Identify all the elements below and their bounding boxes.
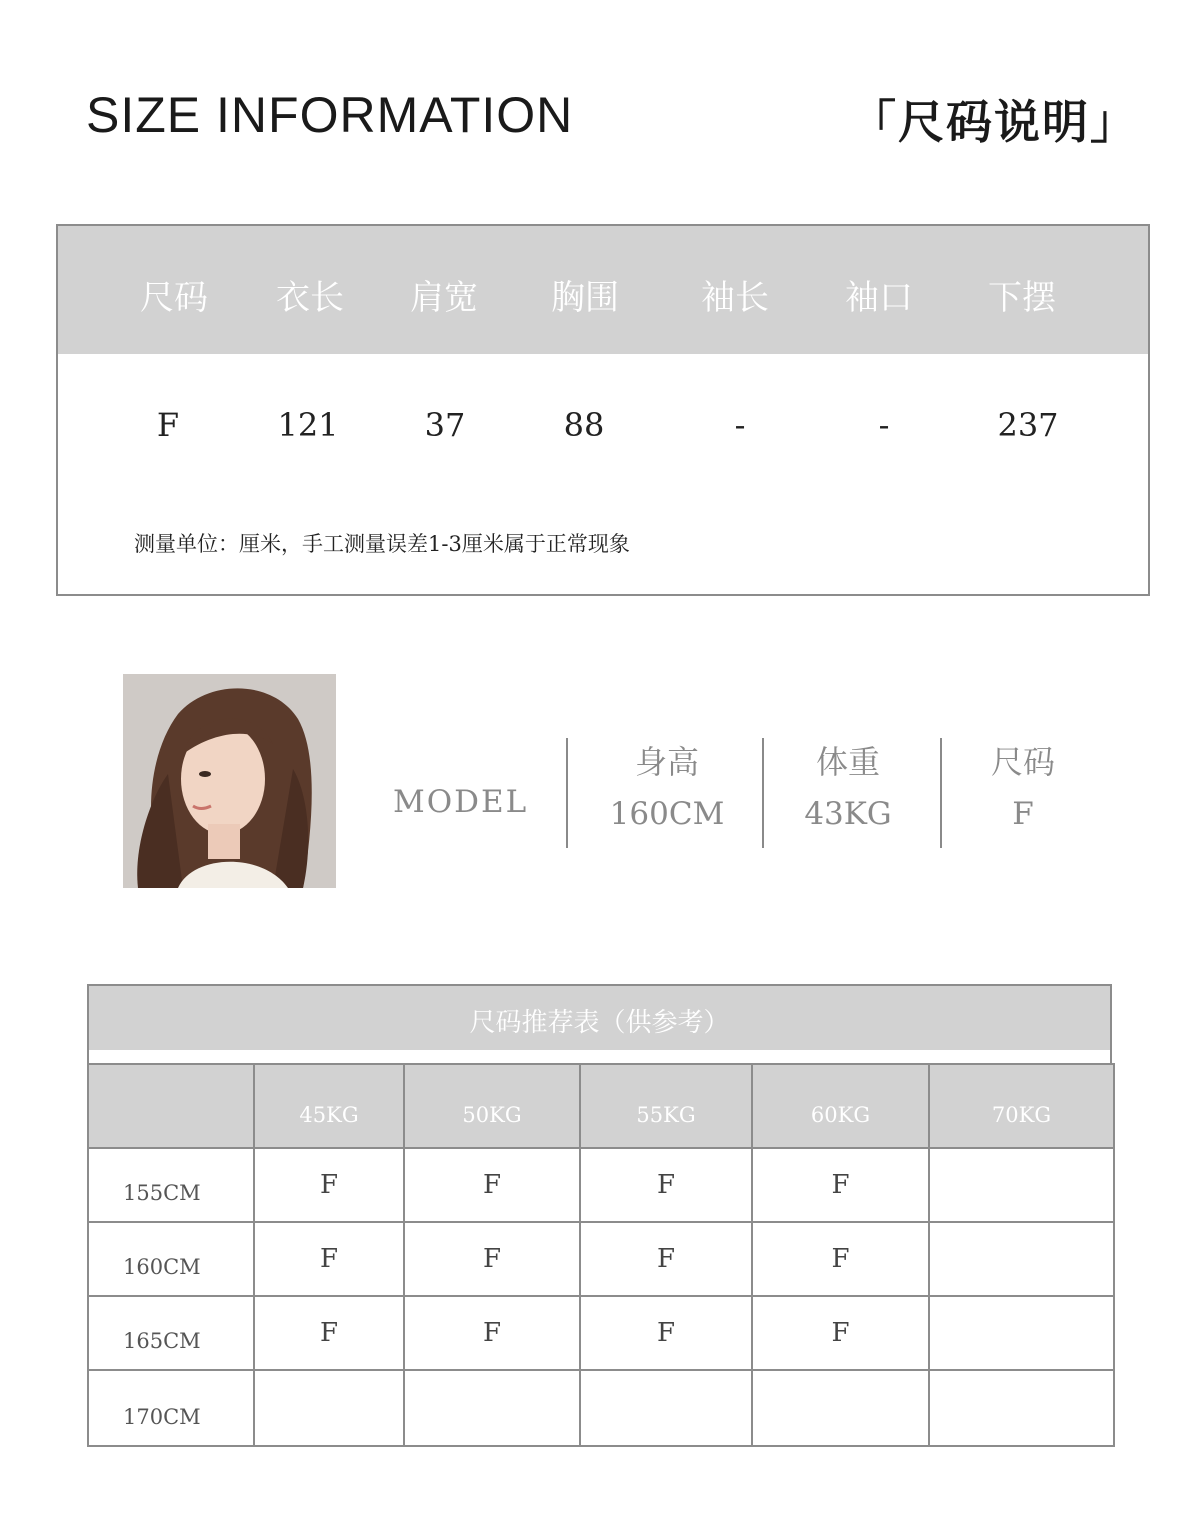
- value-length: 121: [277, 406, 339, 444]
- height-header: 170CM: [88, 1370, 254, 1446]
- table-row: [88, 1370, 1114, 1446]
- model-height-label: 身高: [634, 743, 700, 781]
- weight-header: 45KG: [254, 1064, 404, 1148]
- height-header: 165CM: [88, 1296, 254, 1370]
- model-weight: [804, 742, 891, 834]
- value-sleeve-length: -: [734, 406, 746, 444]
- size-cell: F: [404, 1222, 580, 1296]
- size-cell: F: [580, 1222, 752, 1296]
- size-cell: F: [580, 1148, 752, 1222]
- weight-header: 70KG: [929, 1064, 1114, 1148]
- value-size: F: [156, 406, 180, 444]
- size-cell: F: [404, 1148, 580, 1222]
- recommend-table: [87, 1063, 1115, 1447]
- page-title-en: SIZE INFORMATION: [86, 87, 574, 143]
- model-size-value: F: [1012, 796, 1034, 832]
- table-row: [88, 1148, 1114, 1222]
- model-size-label: 尺码: [990, 743, 1056, 781]
- column-header-length: 衣长: [276, 278, 344, 318]
- model-weight-label: 体重: [815, 743, 880, 781]
- recommend-table-title-bar: [87, 984, 1112, 1050]
- recommend-table-title: 尺码推荐表（供参考）: [469, 1008, 730, 1038]
- size-cell: F: [254, 1222, 404, 1296]
- size-cell: [929, 1296, 1114, 1370]
- divider: [566, 738, 568, 848]
- column-header-bust: 胸围: [551, 278, 619, 318]
- size-cell: F: [752, 1296, 929, 1370]
- recommend-table-spacer: [87, 1050, 1112, 1063]
- value-shoulder: 37: [424, 406, 466, 444]
- size-table-header: [58, 226, 1148, 354]
- model-weight-value: 43KG: [804, 796, 892, 832]
- weight-header: 55KG: [580, 1064, 752, 1148]
- column-header-size: 尺码: [140, 278, 208, 318]
- model-portrait-image: [123, 674, 336, 888]
- size-cell: [929, 1370, 1114, 1446]
- size-cell: F: [254, 1296, 404, 1370]
- model-height: [610, 742, 725, 834]
- size-cell: [929, 1148, 1114, 1222]
- model-size: [991, 742, 1055, 834]
- size-cell: F: [752, 1222, 929, 1296]
- value-hem: 237: [997, 406, 1059, 444]
- size-cell: [929, 1222, 1114, 1296]
- page-title-cn: 「尺码说明」: [850, 95, 1138, 149]
- size-cell: F: [254, 1148, 404, 1222]
- weight-header: 60KG: [752, 1064, 929, 1148]
- corner-cell: [88, 1064, 254, 1148]
- model-height-value: 160CM: [609, 796, 725, 832]
- column-header-sleeve-length: 袖长: [701, 278, 769, 318]
- value-cuff: -: [878, 406, 890, 444]
- recommend-header-row: [88, 1064, 1114, 1148]
- column-header-shoulder: 肩宽: [410, 278, 478, 318]
- size-cell: [752, 1370, 929, 1446]
- size-cell: F: [580, 1296, 752, 1370]
- size-table: [56, 224, 1150, 596]
- model-label: MODEL: [393, 784, 529, 820]
- weight-header: 50KG: [404, 1064, 580, 1148]
- table-row: [88, 1222, 1114, 1296]
- divider: [940, 738, 942, 848]
- column-header-hem: 下摆: [988, 278, 1056, 318]
- table-row: [88, 1296, 1114, 1370]
- measurement-note: 测量单位：厘米，手工测量误差1-3厘米属于正常现象: [134, 532, 630, 556]
- model-photo: [123, 674, 336, 888]
- column-header-cuff: 袖口: [845, 278, 913, 318]
- size-cell: F: [752, 1148, 929, 1222]
- height-header: 155CM: [88, 1148, 254, 1222]
- height-header: 160CM: [88, 1222, 254, 1296]
- size-cell: [580, 1370, 752, 1446]
- size-cell: F: [404, 1296, 580, 1370]
- value-bust: 88: [563, 406, 605, 444]
- size-cell: [404, 1370, 580, 1446]
- divider: [762, 738, 764, 848]
- size-cell: [254, 1370, 404, 1446]
